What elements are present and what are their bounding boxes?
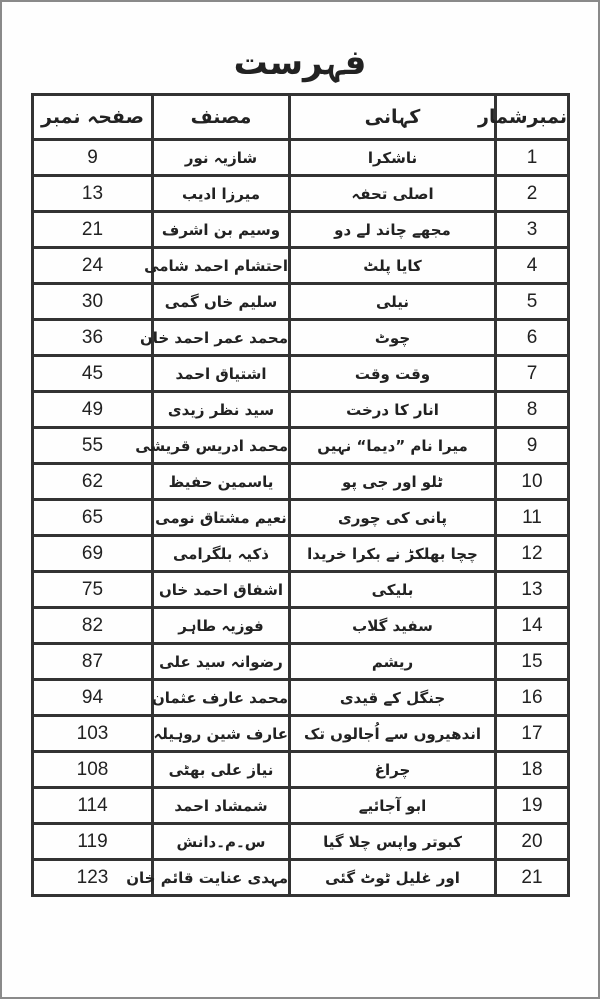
contents-table (31, 93, 570, 897)
page-number: 62 (33, 464, 153, 500)
story-title: ریشم (290, 644, 496, 680)
table-row (33, 752, 569, 788)
author-name: سید نظر زیدی (153, 392, 290, 428)
story-title: نیلی (290, 284, 496, 320)
page-number: 13 (33, 176, 153, 212)
page-number: 75 (33, 572, 153, 608)
author-name: نیاز علی بھٹی (153, 752, 290, 788)
story-title: کایا پلٹ (290, 248, 496, 284)
author-name: محمد عارف عثمان (153, 680, 290, 716)
table-row (33, 284, 569, 320)
story-title: کبوتر واپس چلا گیا (290, 824, 496, 860)
page-number: 36 (33, 320, 153, 356)
author-name: محمد عمر احمد خان (153, 320, 290, 356)
author-name: اشفاق احمد خاں (153, 572, 290, 608)
story-title: چوٹ (290, 320, 496, 356)
table-row (33, 428, 569, 464)
table-row (33, 140, 569, 176)
story-title: سفید گلاب (290, 608, 496, 644)
page-number: 49 (33, 392, 153, 428)
table-row (33, 572, 569, 608)
page-number: 69 (33, 536, 153, 572)
header-serial: نمبرشمار (496, 95, 569, 140)
story-title: اندھیروں سے اُجالوں تک (290, 716, 496, 752)
author-name: س۔م۔دانش (153, 824, 290, 860)
author-name: شازیہ نور (153, 140, 290, 176)
author-name: شمشاد احمد (153, 788, 290, 824)
author-name: وسیم بن اشرف (153, 212, 290, 248)
story-title: میرا نام ”دیما“ نہیں (290, 428, 496, 464)
table-row (33, 212, 569, 248)
table-row (33, 608, 569, 644)
table-row (33, 824, 569, 860)
serial-number: 5 (496, 284, 569, 320)
page-number: 119 (33, 824, 153, 860)
story-title: پانی کی چوری (290, 500, 496, 536)
story-title: اصلی تحفہ (290, 176, 496, 212)
story-title: ٹلو اور جی پو (290, 464, 496, 500)
story-title: اور غلیل ٹوٹ گئی (290, 860, 496, 896)
serial-number: 15 (496, 644, 569, 680)
serial-number: 20 (496, 824, 569, 860)
table-row (33, 680, 569, 716)
table-row (33, 320, 569, 356)
author-name: نعیم مشتاق نومی (153, 500, 290, 536)
author-name: اشتیاق احمد (153, 356, 290, 392)
table-row (33, 392, 569, 428)
author-name: یاسمین حفیظ (153, 464, 290, 500)
table-row (33, 356, 569, 392)
page-number: 87 (33, 644, 153, 680)
story-title: جنگل کے قیدی (290, 680, 496, 716)
serial-number: 13 (496, 572, 569, 608)
story-title: چچا بھلکڑ نے بکرا خریدا (290, 536, 496, 572)
table-row (33, 248, 569, 284)
page-number: 9 (33, 140, 153, 176)
table-row (33, 176, 569, 212)
page-number: 24 (33, 248, 153, 284)
serial-number: 7 (496, 356, 569, 392)
page-number: 45 (33, 356, 153, 392)
serial-number: 2 (496, 176, 569, 212)
page-number: 82 (33, 608, 153, 644)
serial-number: 1 (496, 140, 569, 176)
serial-number: 16 (496, 680, 569, 716)
table-row (33, 644, 569, 680)
story-title: بلیکی (290, 572, 496, 608)
story-title: ناشکرا (290, 140, 496, 176)
table-row (33, 788, 569, 824)
serial-number: 10 (496, 464, 569, 500)
page-number: 103 (33, 716, 153, 752)
story-title: وقت وقت (290, 356, 496, 392)
story-title: انار کا درخت (290, 392, 496, 428)
author-name: سلیم خاں گمی (153, 284, 290, 320)
author-name: میرزا ادیب (153, 176, 290, 212)
author-name: فوزیہ طاہر (153, 608, 290, 644)
header-row (33, 95, 569, 140)
author-name: احتشام احمد شامی (153, 248, 290, 284)
page-number: 108 (33, 752, 153, 788)
page-number: 30 (33, 284, 153, 320)
table-row (33, 464, 569, 500)
table-row (33, 536, 569, 572)
serial-number: 12 (496, 536, 569, 572)
story-title: چراغ (290, 752, 496, 788)
serial-number: 19 (496, 788, 569, 824)
page-number: 55 (33, 428, 153, 464)
page-number: 94 (33, 680, 153, 716)
page-number: 65 (33, 500, 153, 536)
header-author: مصنف (153, 95, 290, 140)
author-name: ذکیہ بلگرامی (153, 536, 290, 572)
serial-number: 8 (496, 392, 569, 428)
page-number: 114 (33, 788, 153, 824)
table-row (33, 860, 569, 896)
serial-number: 11 (496, 500, 569, 536)
serial-number: 6 (496, 320, 569, 356)
story-title: مجھے چاند لے دو (290, 212, 496, 248)
header-story: کہانی (290, 95, 496, 140)
serial-number: 21 (496, 860, 569, 896)
author-name: محمد ادریس قریشی (153, 428, 290, 464)
author-name: مہدی عنایت قائم خان (153, 860, 290, 896)
table-row (33, 500, 569, 536)
serial-number: 18 (496, 752, 569, 788)
header-page: صفحہ نمبر (33, 95, 153, 140)
page-title: فہرست (233, 43, 367, 83)
serial-number: 17 (496, 716, 569, 752)
serial-number: 3 (496, 212, 569, 248)
serial-number: 9 (496, 428, 569, 464)
page-number: 21 (33, 212, 153, 248)
story-title: ابو آجائیے (290, 788, 496, 824)
serial-number: 4 (496, 248, 569, 284)
page-number: 123 (33, 860, 153, 896)
author-name: رضوانہ سید علی (153, 644, 290, 680)
serial-number: 14 (496, 608, 569, 644)
table-row (33, 716, 569, 752)
author-name: عارف شین روہیلہ (153, 716, 290, 752)
